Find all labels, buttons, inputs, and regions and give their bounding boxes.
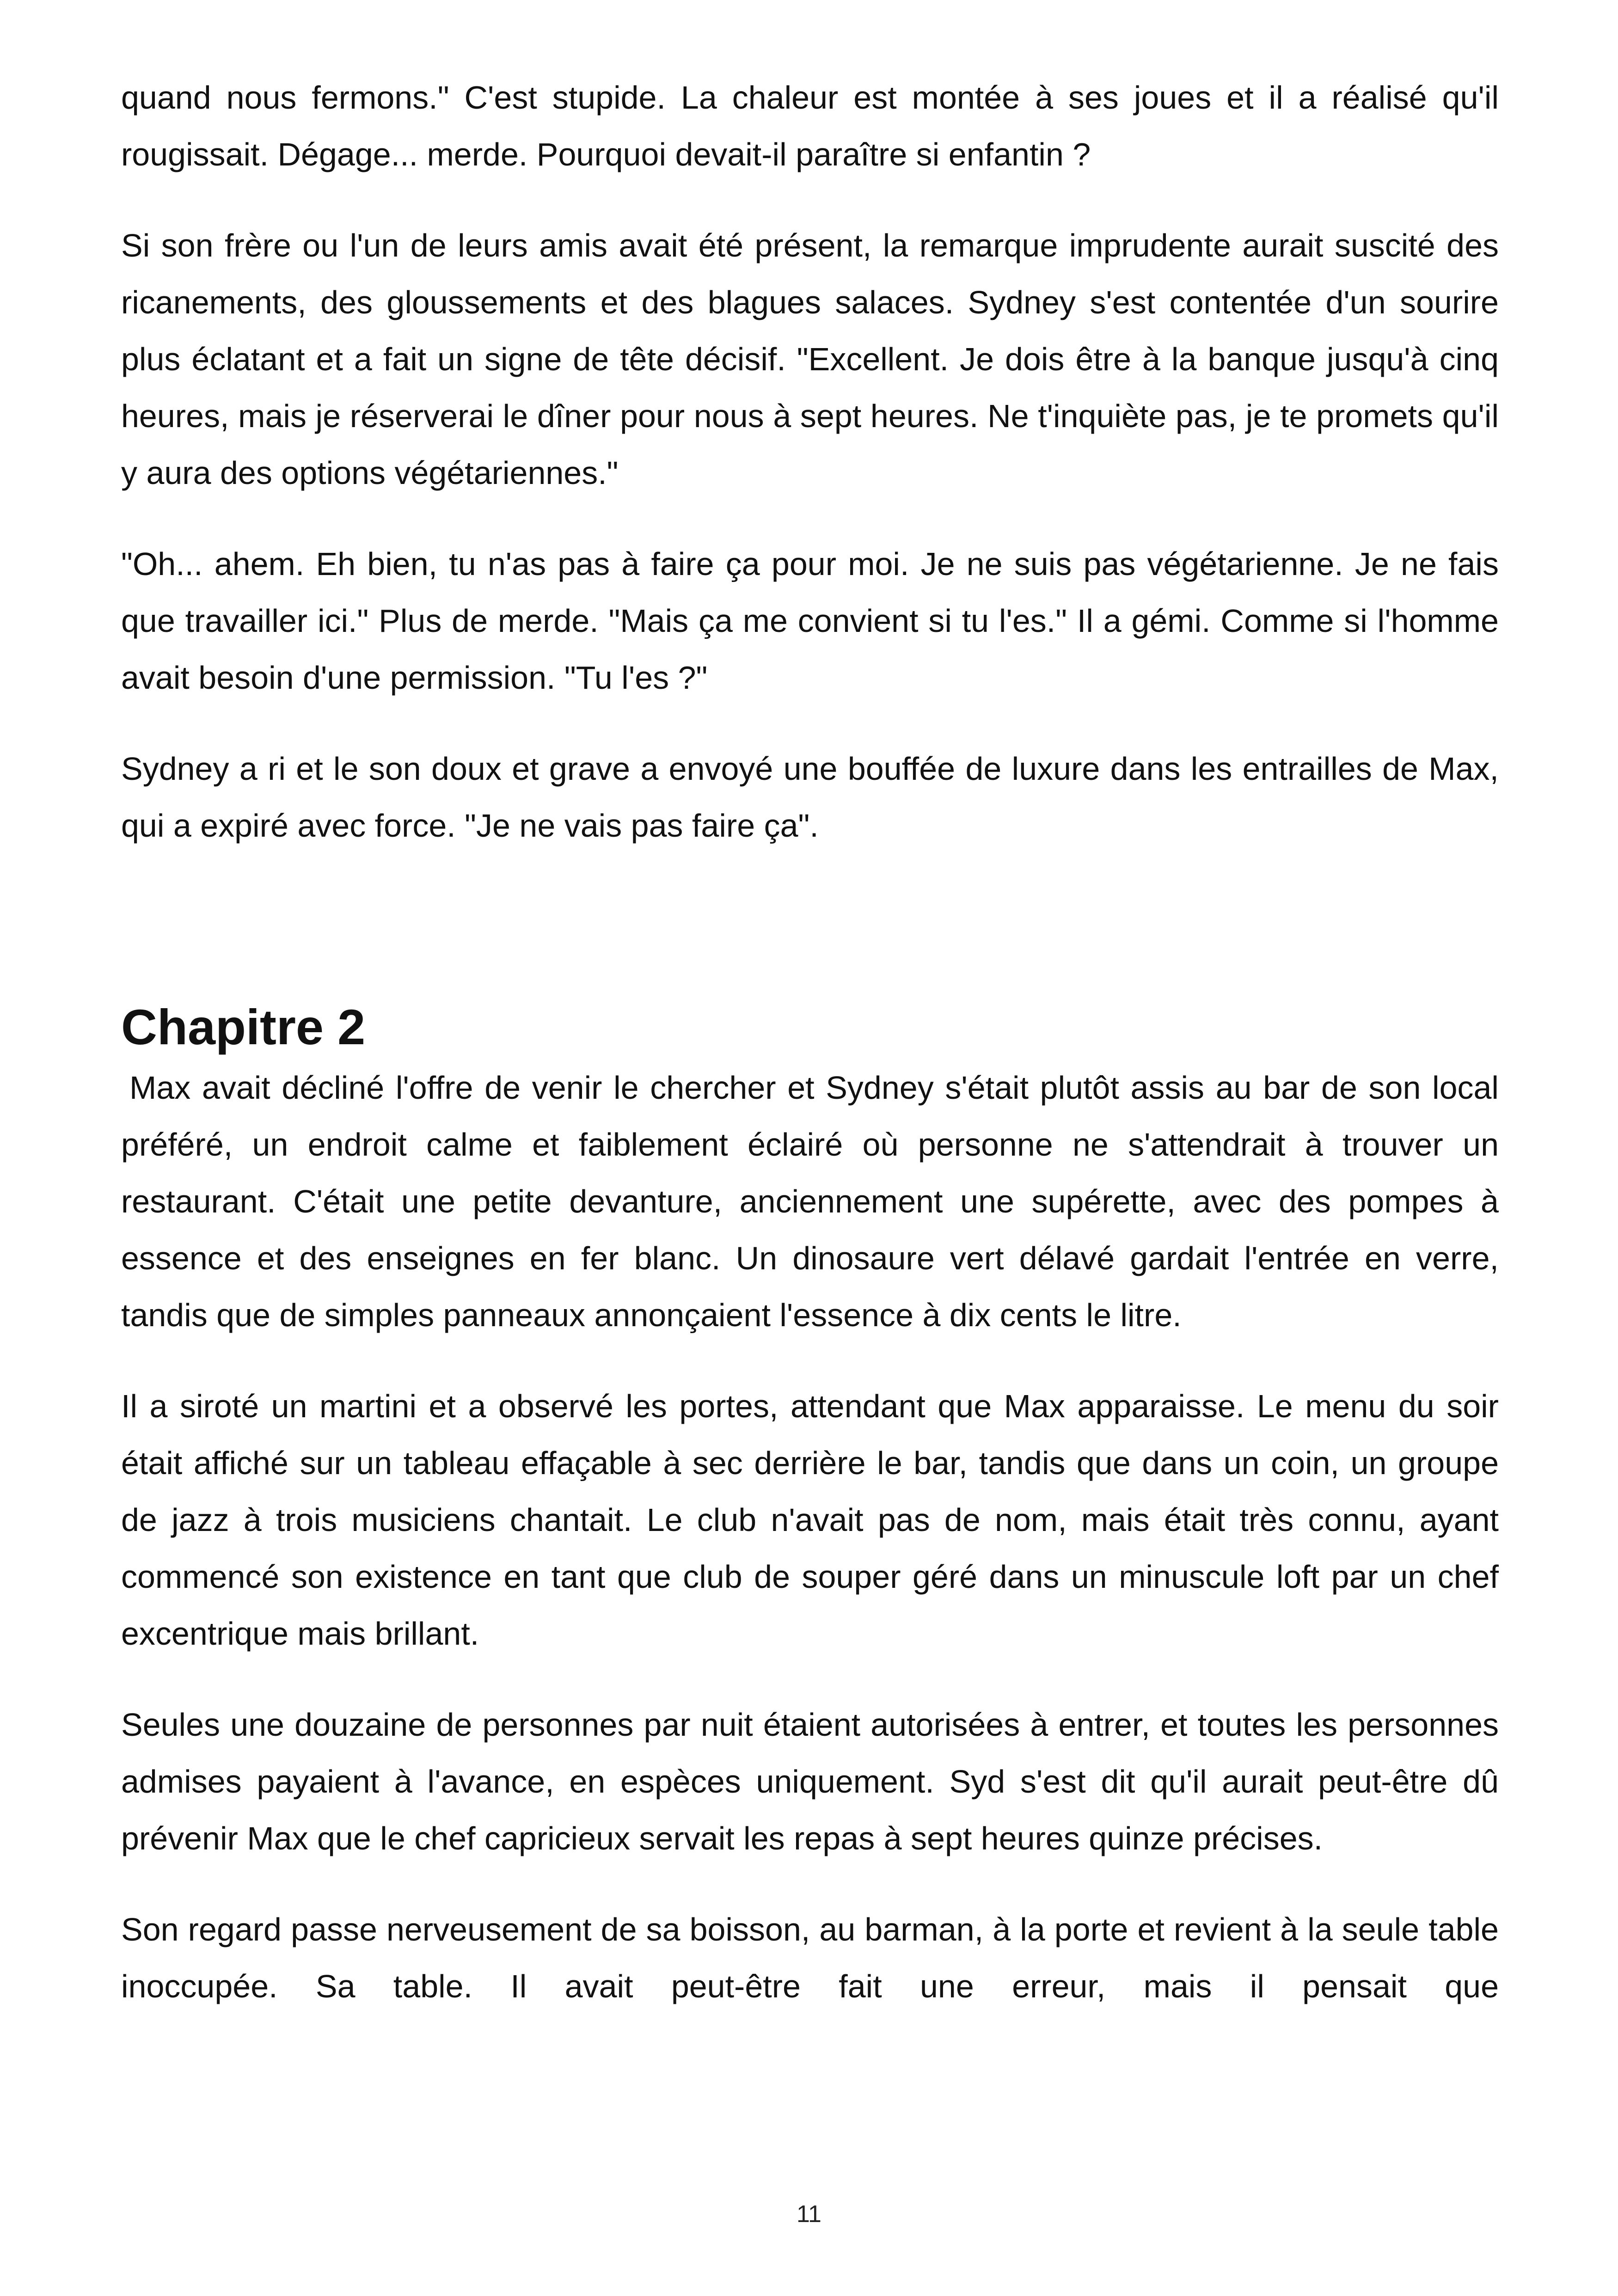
section-spacer [121,888,1499,995]
paragraph: Max avait décliné l'offre de venir le chercher et Sydney s'était plutôt assis au bar de son local préféré, un endroit calme et faiblement éclairé où personne ne s'attendrait à trouver un restaurant. C'était une petite devanture, anciennement une supérette, avec des pompes à essence et des enseignes en fer blanc. Un dinosaure vert délavé gardait l'entrée en verre, tandis que de simples panneaux annonçaient l'essence à dix cents le litre. [121,1070,1499,1333]
paragraph: Il a siroté un martini et a observé les portes, attendant que Max apparaisse. Le menu du soir était affiché sur un tableau effaçable à sec derrière le bar, tandis que dans un coin, un groupe de jazz à trois musiciens chantait. Le club n'avait pas de nom, mais était très connu, ayant commencé son existence en tant que club de souper géré dans un minuscule loft par un chef excentrique mais brillant. [121,1388,1499,1652]
paragraph: Seules une douzaine de personnes par nuit étaient autorisées à entrer, et toutes les personnes admises payaient à l'avance, en espèces uniquement. Syd s'est dit qu'il aurait peut-être dû prévenir Max que le chef capricieux servait les repas à sept heures quinze précises. [121,1707,1499,1856]
paragraph: quand nous fermons." C'est stupide. La chaleur est montée à ses joues et il a réalisé qu'il rougissait. Dégage... merde. Pourquoi devait-il paraître si enfantin ? [121,80,1499,172]
paragraph: Son regard passe nerveusement de sa boisson, au barman, à la porte et revient à la seule table inoccupée. Sa table. Il avait peut-être fait une erreur, mais il pensait que [121,1911,1499,2004]
document-page [121,69,1499,2049]
page-number: 11 [797,2201,821,2228]
chapter-heading: Chapitre 2 [121,999,366,1055]
paragraph: Si son frère ou l'un de leurs amis avait été présent, la remarque imprudente aurait suscité des ricanements, des gloussements et des blagues salaces. Sydney s'est contentée d'un sourire plus éclatant et a fait un signe de tête décisif. "Excellent. Je dois être à la banque jusqu'à cinq heures, mais je réserverai le dîner pour nous à sept heures. Ne t'inquiète pas, je te promets qu'il y aura des options végétariennes." [121,227,1499,491]
paragraph: "Oh... ahem. Eh bien, tu n'as pas à faire ça pour moi. Je ne suis pas végétarienne. Je ne fais que travailler ici." Plus de merde. "Mais ça me convient si tu l'es." Il a gémi. Comme si l'homme avait besoin d'une permission. "Tu l'es ?" [121,546,1499,696]
paragraph: Sydney a ri et le son doux et grave a envoyé une bouffée de luxure dans les entrailles de Max, qui a expiré avec force. "Je ne vais pas faire ça". [121,751,1499,844]
